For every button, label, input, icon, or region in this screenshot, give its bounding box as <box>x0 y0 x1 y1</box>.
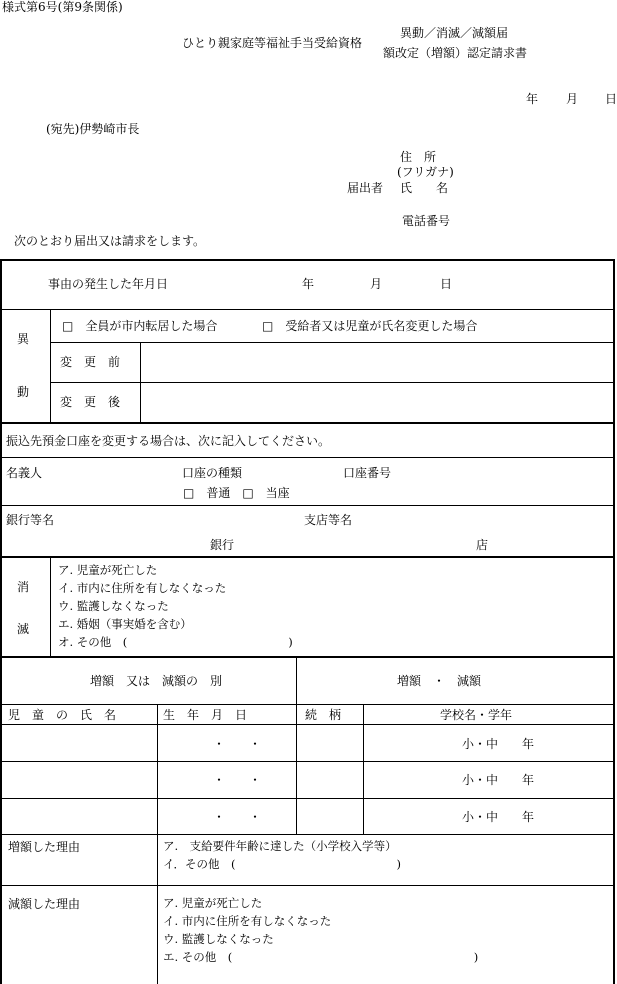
amount-type-label: 増額 又は 減額の 別 <box>90 674 223 688</box>
bank-instruction: 振込先預金口座を変更する場合は、次に記入してください。 <box>6 434 331 448</box>
divider <box>0 704 615 705</box>
extinction-reason: エ. 婚姻（事実婚を含む） <box>58 617 192 631</box>
name-label: 氏 名 <box>400 181 449 195</box>
change-side-label-top: 異 <box>17 332 30 346</box>
decrease-reason: エ. その他 ( ) <box>163 950 479 964</box>
increase-reason-label: 増額した理由 <box>8 840 81 854</box>
date-year-label: 年 <box>526 92 539 106</box>
occurrence-date-label: 事由の発生した年月日 <box>48 277 169 291</box>
school-grade-field[interactable]: 小・中 年 <box>462 773 535 787</box>
form-title-line1: 異動／消滅／減額届 <box>400 26 509 40</box>
increase-reason: イ．その他 ( ) <box>163 857 401 871</box>
account-type-checkboxes[interactable]: □ 普通 □ 当座 <box>183 486 290 500</box>
divider <box>0 761 615 762</box>
decrease-reason-label: 減額した理由 <box>8 897 81 911</box>
birthdate-field[interactable]: ・ ・ <box>213 737 262 751</box>
form-title-main: ひとり親家庭等福祉手当受給資格 <box>182 36 363 50</box>
divider <box>363 704 364 834</box>
table-right-border <box>613 259 615 984</box>
extinction-reason: オ. その他 ( ) <box>58 635 293 649</box>
divider <box>296 656 297 834</box>
divider <box>0 834 615 835</box>
intro-text: 次のとおり届出又は請求をします。 <box>14 234 206 248</box>
divider <box>0 724 615 725</box>
decrease-reason: ア. 児童が死亡した <box>163 896 263 910</box>
amount-type-options[interactable]: 増額 ・ 減額 <box>397 674 482 688</box>
divider <box>0 457 615 458</box>
decrease-reason: ウ. 監護しなくなった <box>163 932 274 946</box>
applicant-label: 届出者 <box>347 181 384 195</box>
birthdate-field[interactable]: ・ ・ <box>213 773 262 787</box>
increase-reason: ア. 支給要件年齢に達した（小学校入学等） <box>163 839 397 853</box>
table-left-border <box>0 259 2 984</box>
divider <box>50 309 51 422</box>
account-type-label: 口座の種類 <box>182 466 243 480</box>
change-before-label: 変 更 前 <box>60 355 121 369</box>
occurrence-year-label: 年 <box>302 277 315 291</box>
occurrence-day-label: 日 <box>440 277 453 291</box>
branch-name-label: 支店等名 <box>304 513 353 527</box>
furigana-label: (フリガナ) <box>397 165 454 179</box>
address-label: 住 所 <box>400 150 437 164</box>
divider <box>157 704 158 984</box>
divider <box>0 885 615 886</box>
school-grade-field[interactable]: 小・中 年 <box>462 737 535 751</box>
divider <box>0 656 615 658</box>
decrease-reason: イ. 市内に住所を有しなくなった <box>163 914 332 928</box>
col-header-birthdate: 生 年 月 日 <box>163 708 248 722</box>
change-option-move-checkbox[interactable]: □ 全員が市内転居した場合 <box>62 319 218 333</box>
change-side-label-bottom: 動 <box>17 385 30 399</box>
phone-label: 電話番号 <box>402 214 451 228</box>
divider <box>0 505 615 506</box>
table-top-border <box>0 259 615 261</box>
branch-suffix: 店 <box>476 538 489 552</box>
col-header-relation: 続 柄 <box>305 708 342 722</box>
divider <box>0 556 615 558</box>
change-option-rename-checkbox[interactable]: □ 受給者又は児童が氏名変更した場合 <box>262 319 478 333</box>
date-day-label: 日 <box>605 92 617 106</box>
extinction-side-label-bottom: 滅 <box>17 622 30 636</box>
form-number: 様式第6号(第9条関係) <box>2 0 123 14</box>
account-number-label: 口座番号 <box>343 466 392 480</box>
divider <box>50 382 615 383</box>
account-holder-label: 名義人 <box>6 466 43 480</box>
col-header-child-name: 児 童 の 氏 名 <box>8 708 117 722</box>
change-after-label: 変 更 後 <box>60 395 121 409</box>
school-grade-field[interactable]: 小・中 年 <box>462 810 535 824</box>
bank-suffix: 銀行 <box>210 538 235 552</box>
occurrence-month-label: 月 <box>370 277 383 291</box>
recipient: (宛先)伊勢崎市長 <box>46 122 140 136</box>
divider <box>0 798 615 799</box>
extinction-side-label-top: 消 <box>17 580 30 594</box>
divider <box>140 342 141 422</box>
divider <box>0 422 615 424</box>
birthdate-field[interactable]: ・ ・ <box>213 810 262 824</box>
form-title-line2: 額改定（増額）認定請求書 <box>383 46 528 60</box>
bank-name-label: 銀行等名 <box>6 513 55 527</box>
divider <box>50 556 51 656</box>
col-header-school: 学校名・学年 <box>440 708 513 722</box>
extinction-reason: ウ. 監護しなくなった <box>58 599 169 613</box>
divider <box>50 342 615 343</box>
date-month-label: 月 <box>566 92 579 106</box>
divider <box>0 309 615 310</box>
extinction-reason: イ. 市内に住所を有しなくなった <box>58 581 227 595</box>
extinction-reason: ア. 児童が死亡した <box>58 563 158 577</box>
